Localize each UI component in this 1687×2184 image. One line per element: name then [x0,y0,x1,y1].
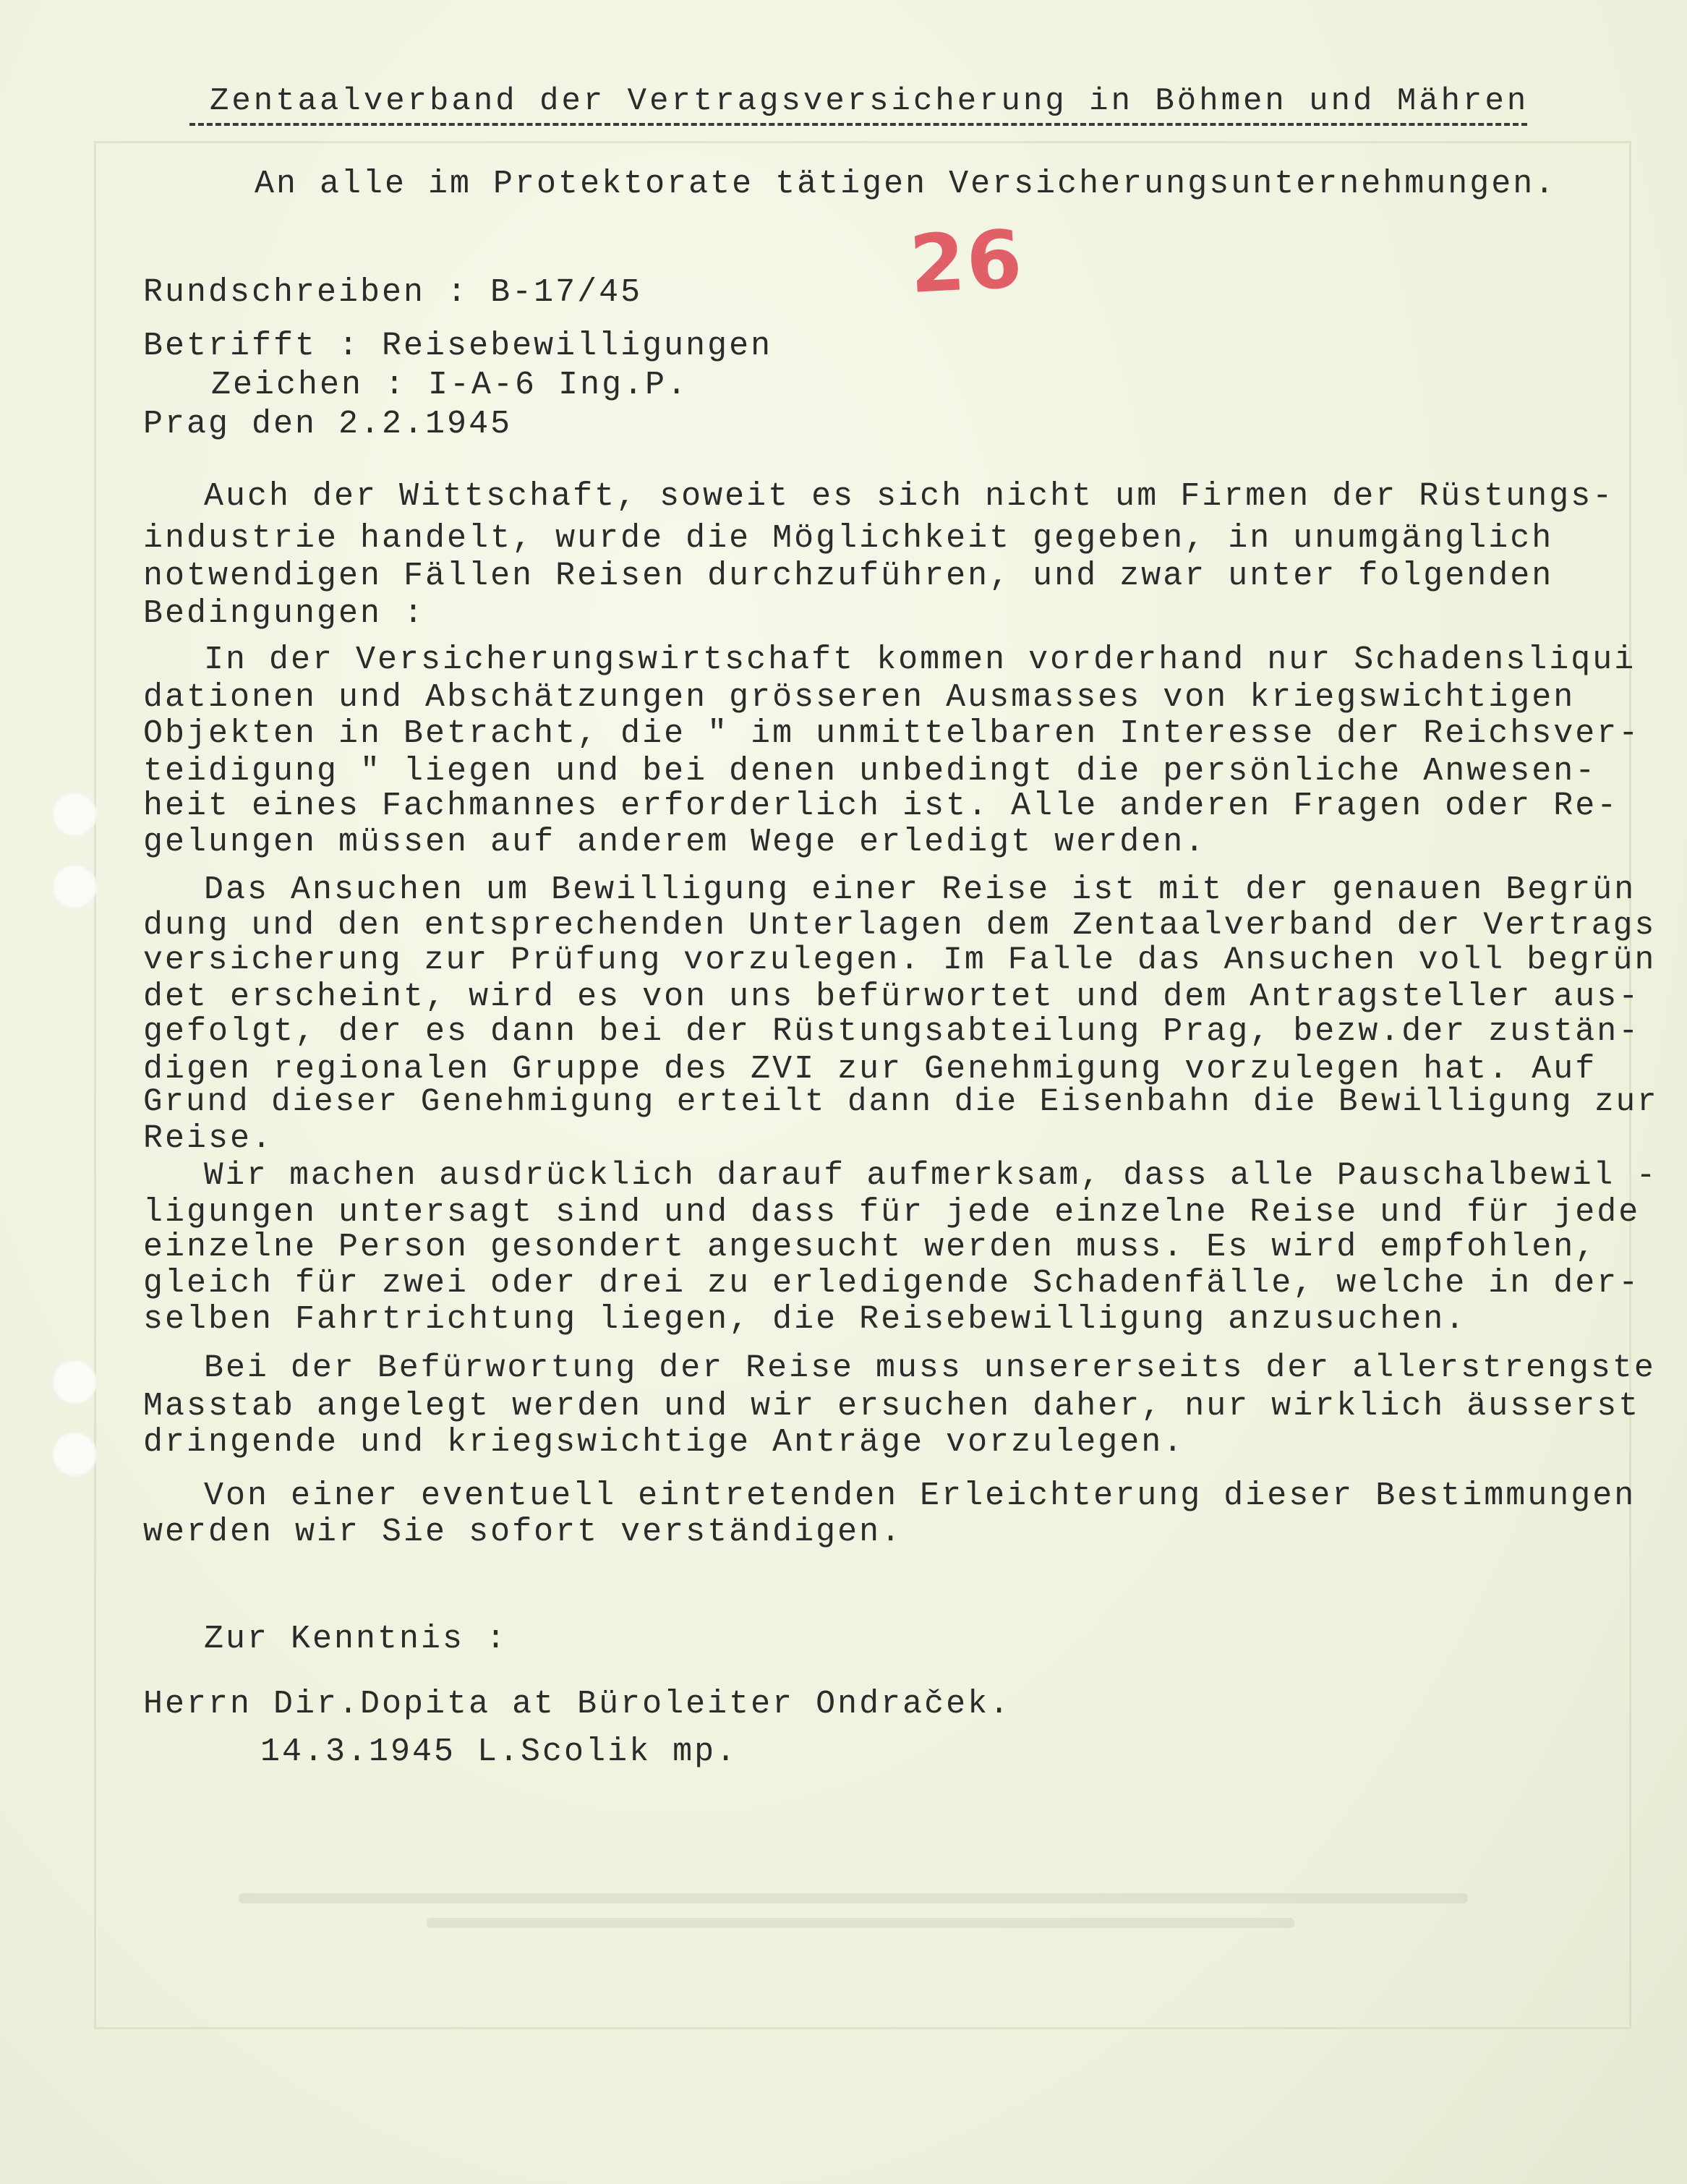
body-line: industrie handelt, wurde die Möglichkeit gegeben, in unumgänglich [143,520,1554,557]
body-line: notwendigen Fällen Reisen durchzuführen, und zwar unter folgenden [143,558,1554,594]
organization-heading: Zentaalverband der Vertragsversicherung in Böhmen und Mähren [210,83,1529,119]
ghost-footer-line [427,1918,1294,1928]
body-line: Masstab angelegt werden und wir ersuchen daher, nur wirklich äusserst [143,1388,1641,1425]
body-line: einzelne Person gesondert angesucht werden muss. Es wird empfohlen, [143,1229,1597,1266]
body-line: Das Ansuchen um Bewilligung einer Reise ist mit der genauen Begrün [204,871,1636,908]
body-line: selben Fahrtrichtung liegen, die Reisebewilligung anzusuchen. [143,1301,1467,1338]
body-line: Grund dieser Genehmigung erteilt dann die Eisenbahn die Bewilligung zur [143,1084,1659,1120]
body-line: Bei der Befürwortung der Reise muss unsererseits der allerstrengste [204,1350,1656,1386]
recipients-line: Herrn Dir.Dopita at Büroleiter Ondraček. [143,1686,1012,1723]
body-line: werden wir Sie sofort verständigen. [143,1514,903,1550]
punch-hole [52,1360,97,1404]
heading-rule [189,123,1527,126]
body-line: Objekten in Betracht, die " im unmittelbaren Interesse der Reichsver- [143,715,1641,752]
body-line: gelungen müssen auf anderem Wege erledigt werden. [143,824,1207,861]
kenntnis-line: Zur Kenntnis : [204,1621,508,1658]
body-line: Von einer eventuell eintretenden Erleichterung dieser Bestimmungen [204,1477,1636,1514]
zeichen-line: Zeichen : I-A-6 Ing.P. [211,367,689,404]
body-line: Reise. [143,1120,274,1157]
date-signature-line: 14.3.1945 L.Scolik mp. [260,1733,738,1770]
body-line: det erscheint, wird es von uns befürwortet und dem Antragsteller aus- [143,978,1641,1015]
betrifft-line: Betrifft : Reisebewilligungen [143,328,773,364]
body-line: dung und den entsprechenden Unterlagen dem Zentaalverband der Vertrags [143,908,1657,944]
body-line: dringende und kriegswichtige Anträge vorzulegen. [143,1424,1185,1461]
body-line: digen regionalen Gruppe des ZVI zur Genehmigung vorzulegen hat. Auf [143,1051,1597,1088]
body-line: dationen und Abschätzungen grösseren Ausmasses von kriegswichtigen [143,679,1576,716]
body-line: gleich für zwei oder drei zu erledigende Schadenfälle, welche in der- [143,1265,1641,1302]
punch-hole [52,864,97,909]
stamp-number: 26 [907,212,1026,312]
punch-hole [52,792,97,837]
body-line: Wir machen ausdrücklich darauf aufmerksam, dass alle Pauschalbewil - [204,1158,1658,1194]
ghost-footer-line [239,1893,1468,1903]
body-line: Auch der Wittschaft, soweit es sich nicht um Firmen der Rüstungs- [204,478,1615,515]
addressee-line: An alle im Protektorate tätigen Versicherungsunternehmungen. [255,166,1557,202]
body-line: Bedingungen : [143,595,426,632]
punch-hole [52,1432,97,1477]
body-line: ligungen untersagt sind und dass für jede einzelne Reise und für jede [143,1194,1641,1231]
body-line: teidigung " liegen und bei denen unbedingt die persönliche Anwesen- [143,753,1597,790]
body-line: gefolgt, der es dann bei der Rüstungsabteilung Prag, bezw.der zustän- [143,1013,1641,1050]
body-line: versicherung zur Prüfung vorzulegen. Im Falle das Ansuchen voll begrün [143,942,1657,978]
body-line: heit eines Fachmannes erforderlich ist. Alle anderen Fragen oder Re- [143,788,1619,824]
date-line: Prag den 2.2.1945 [143,406,513,443]
rundschreiben-line: Rundschreiben : B-17/45 [143,274,643,311]
body-line: In der Versicherungswirtschaft kommen vorderhand nur Schadensliqui [204,641,1636,678]
